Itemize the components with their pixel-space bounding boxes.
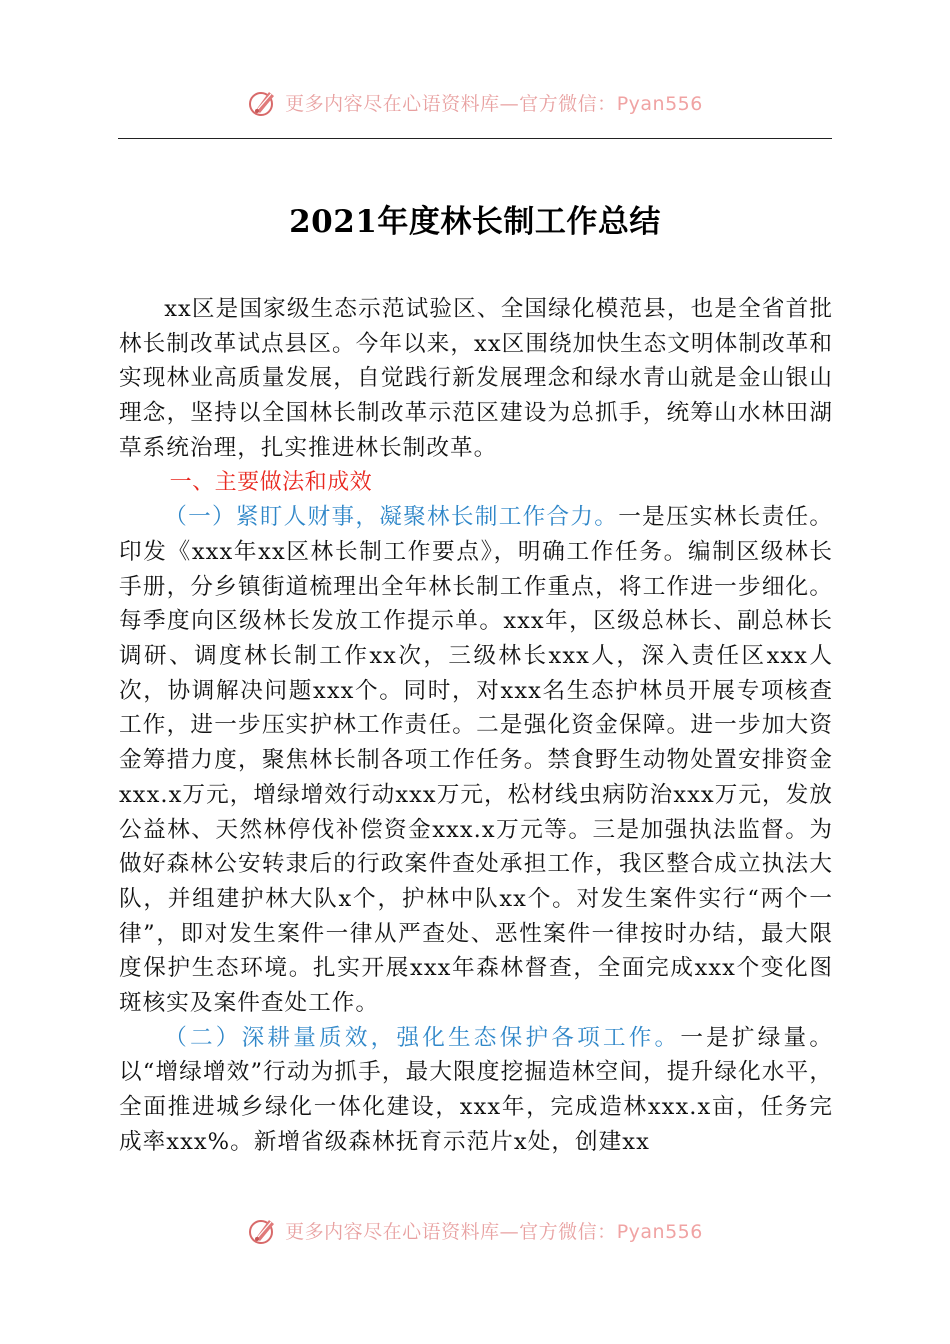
- intro-paragraph: xx区是国家级生态示范试验区、全国绿化模范县，也是全省首批林长制改革试点县区。今年以来，xx区围绕加快生态文明体制改革和实现林业高质量发展，自觉践行新发展理念和绿水青山就是金山银山理念，坚持以全国林长制改革示范区建设为总抓手，统筹山水林田湖草系统治理，扎实推进林长制改革。: [119, 296, 833, 461]
- pen-nib-logo-icon: [247, 86, 279, 118]
- document-body: [119, 292, 833, 1160]
- header-watermark: [0, 82, 950, 122]
- subsection-2-body: 一是扩绿量。以“增绿增效”行动为抓手，最大限度挖掘造林空间，提升绿化水平，全面推进城乡绿化一体化建设，xxx年，完成造林xxx.x亩，任务完成率xxx%。新增省级森林抚育示范片x处，创建xx: [119, 1024, 833, 1155]
- subsection-heading-2: （二）深耕量质效，强化生态保护各项工作。: [164, 1024, 681, 1051]
- footer-watermark: [0, 1210, 950, 1250]
- document-title: 2021年度林长制工作总结: [289, 204, 661, 240]
- subsection-heading-1: （一）紧盯人财事，凝聚林长制工作合力。: [164, 504, 619, 531]
- watermark-text: 更多内容尽在心语资料库—官方微信：Pyan556: [285, 1220, 703, 1243]
- subsection-1-paragraph: [119, 500, 833, 1021]
- header-divider: [118, 138, 832, 139]
- watermark-text: 更多内容尽在心语资料库—官方微信：Pyan556: [285, 92, 703, 115]
- subsection-2-paragraph: [119, 1021, 833, 1160]
- pen-nib-logo-icon: [247, 1214, 279, 1246]
- subsection-1-body: 一是压实林长责任。印发《xxx年xx区林长制工作要点》，明确工作任务。编制区级林长手册，分乡镇街道梳理出全年林长制工作重点，将工作进一步细化。每季度向区级林长发放工作提示单。xxx年，区级总林长、副总林长调研、调度林长制工作xx次，三级林长xxx人，深入责任区xxx人次，协调解决问题xxx个。同时，对xxx名生态护林员开展专项核查工作，进一步压实护林工作责任。二是强化资金保障。进一步加大资金筹措力度，聚焦林长制各项工作任务。禁食野生动物处置安排资金xxx.x万元，增绿增效行动xxx万元，松材线虫病防治xxx万元，发放公益林、天然林停伐补偿资金xxx.x万元等。三是加强执法监督。为做好森林公安转隶后的行政案件查处承担工作，我区整合成立执法大队，并组建护林大队x个，护林中队xx个。对发生案件实行“两个一律”，即对发生案件一律从严查处、恶性案件一律按时办结，最大限度保护生态环境。扎实开展xxx年森林督查，全面完成xxx个变化图斑核实及案件查处工作。: [119, 504, 834, 1017]
- section-heading-1: 一、主要做法和成效: [169, 469, 373, 495]
